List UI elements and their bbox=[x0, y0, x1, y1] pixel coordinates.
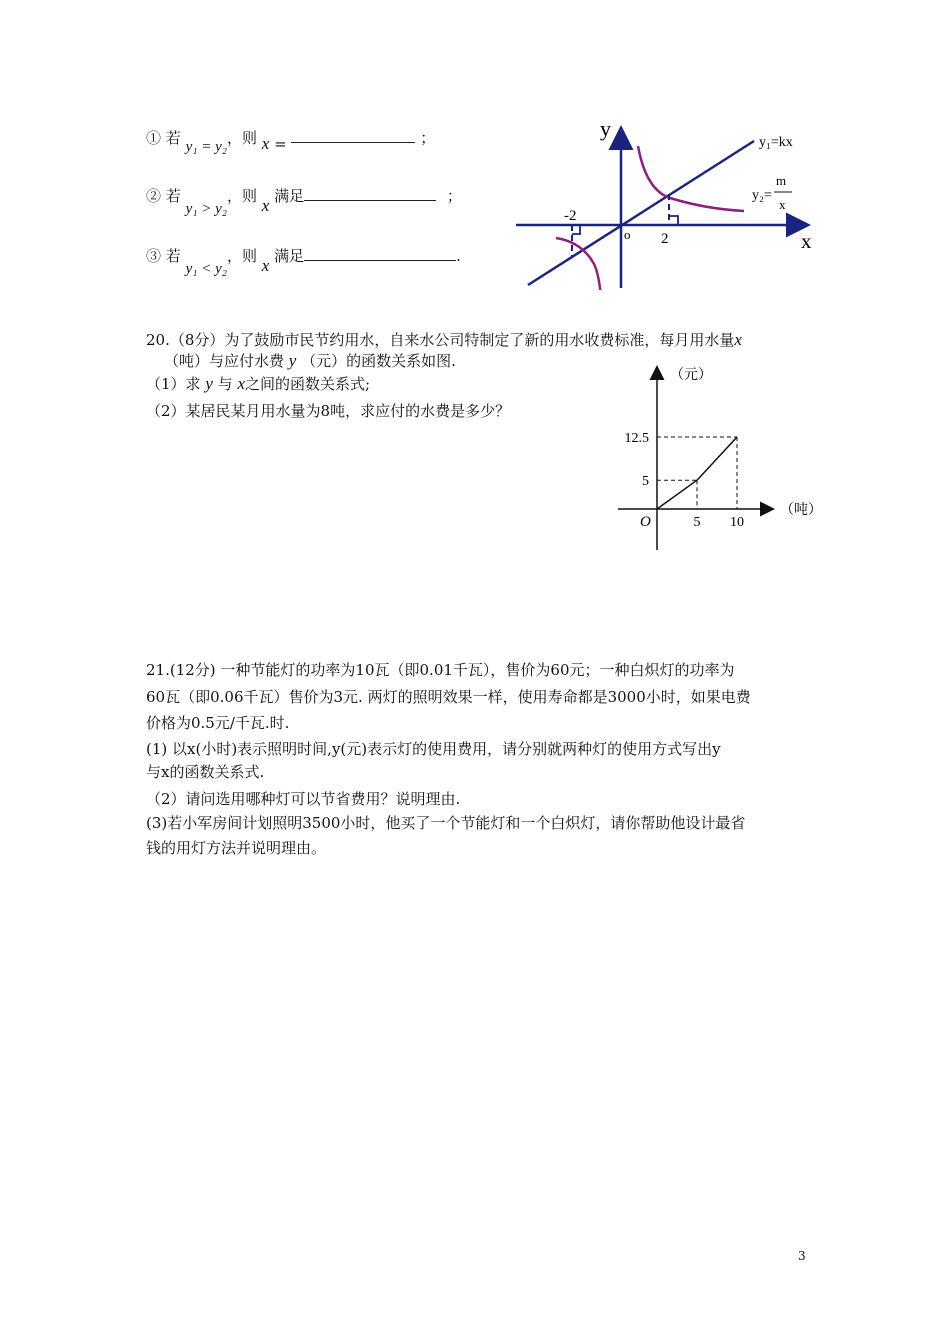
q19-part-3-comma: ，则 bbox=[226, 247, 257, 265]
q20-sub-1-c: 之间的函数关系式; bbox=[245, 375, 371, 393]
q19-part-1-comma: ，则 bbox=[226, 129, 257, 147]
q19-part-3-blank[interactable] bbox=[304, 246, 456, 261]
q19-right-angle-pos bbox=[669, 216, 678, 225]
q19-part-2-tail: ； bbox=[446, 187, 462, 205]
q19-part-2-cond: y₁ > y₂ bbox=[185, 201, 227, 217]
q19-part-1-tail: ； bbox=[420, 129, 436, 147]
q19-part-3-num: ③ bbox=[146, 247, 162, 265]
q20-y-tick-label: 5 bbox=[642, 474, 649, 490]
q21-line-8: 钱的用灯方法并说明理由。 bbox=[146, 839, 327, 857]
q20-sub-1-b: 与 bbox=[217, 375, 233, 393]
q19-part-2-blank[interactable] bbox=[304, 186, 436, 201]
q21-line-2: 60瓦（即0.06千瓦）售价为3元. 两灯的照明效果一样，使用寿命都是3000小时，如果电费 bbox=[146, 688, 751, 706]
q20-sub-2-text: （2）某居民某月用水量为8吨，求应付的水费是多少？ bbox=[146, 402, 511, 420]
q19-part-3 bbox=[146, 246, 461, 277]
q20-line-2 bbox=[164, 351, 456, 371]
q20-line-1-var: x bbox=[734, 330, 742, 349]
q20-x-tick-label: 10 bbox=[730, 515, 744, 530]
q20-y-tick-label: 12.5 bbox=[624, 431, 649, 446]
q20-x-label: （吨） bbox=[780, 503, 822, 518]
q20-line-1 bbox=[146, 330, 742, 350]
q20-sub-1-a: （1）求 bbox=[146, 375, 201, 393]
q19-part-1-num: ① bbox=[146, 129, 162, 147]
q19-part-1-cond: y₁ = y₂ bbox=[185, 139, 227, 155]
q19-part-2-comma: ，则 bbox=[226, 187, 257, 205]
q19-part-3-tail: . bbox=[456, 247, 461, 265]
q20-line-2-b: （元）的函数关系如图. bbox=[301, 352, 456, 370]
q20-chart bbox=[600, 360, 830, 556]
q19-part-3-rel: 满足 bbox=[274, 247, 305, 265]
q19-x-axis-label: x bbox=[801, 229, 812, 253]
q20-line-2-a: （吨）与应付水费 bbox=[164, 352, 285, 370]
q19-curve-branch-right bbox=[638, 146, 744, 211]
q19-part-2-ruo: 若 bbox=[165, 187, 181, 205]
q19-line-label: y₁=kx bbox=[759, 135, 793, 150]
q20-series-segment bbox=[657, 480, 697, 509]
q20-series-segment bbox=[697, 437, 737, 480]
q19-tick-pos: 2 bbox=[661, 231, 669, 247]
q19-part-1-rel: = bbox=[274, 135, 287, 153]
q19-curve-label-den: x bbox=[779, 197, 786, 212]
q19-tick-neg: -2 bbox=[564, 208, 577, 224]
q19-part-2-num: ② bbox=[146, 187, 162, 205]
q21-line-7: (3)若小军房间计划照明3500小时，他买了一个节能灯和一个白炽灯，请你帮助他设计最省 bbox=[146, 814, 746, 832]
q21-line-6: （2）请问选用哪种灯可以节省费用？说明理由. bbox=[146, 790, 461, 808]
q20-line-2-var: y bbox=[288, 351, 297, 370]
q19-part-2-rel: 满足 bbox=[274, 187, 305, 205]
q19-part-1-blank[interactable] bbox=[291, 128, 415, 143]
q21-line-3: 价格为0.5元/千瓦.时. bbox=[146, 714, 290, 732]
q21-line-4: (1) 以x(小时)表示照明时间,y(元)表示灯的使用费用，请分别就两种灯的使用方式写出y bbox=[146, 740, 721, 758]
q19-part-3-ruo: 若 bbox=[165, 247, 181, 265]
q20-sub-1-x: x bbox=[237, 374, 245, 393]
q21-line-1: 21.(12分) 一种节能灯的功率为10瓦（即0.01千瓦），售价为60元；一种白炽灯的功率为 bbox=[146, 661, 735, 679]
q20-line-1-text: 20.（8分）为了鼓励市民节约用水，自来水公司特制定了新的用水收费标准，每月用水量 bbox=[146, 331, 735, 349]
q19-curve-label-prefix: y₂= bbox=[752, 188, 772, 203]
q20-sub-2 bbox=[146, 401, 510, 421]
q21-line-5: 与x的函数关系式. bbox=[146, 763, 265, 781]
q19-part-1 bbox=[146, 128, 436, 155]
q19-origin-label: o bbox=[624, 227, 631, 242]
q19-part-2 bbox=[146, 186, 462, 217]
q19-right-angle-neg bbox=[572, 225, 580, 234]
q19-part-3-var: x bbox=[261, 256, 270, 275]
q19-graph bbox=[510, 112, 820, 290]
q19-part-1-var: x bbox=[261, 134, 270, 153]
q19-y-axis-label: y bbox=[600, 116, 611, 141]
q20-x-tick-label: 5 bbox=[693, 515, 701, 530]
q20-y-label: （元） bbox=[670, 368, 712, 383]
q19-curve-label-num: m bbox=[776, 173, 787, 188]
q20-sub-1-y: y bbox=[205, 374, 213, 393]
q20-sub-1 bbox=[146, 374, 370, 394]
q19-part-1-ruo: 若 bbox=[165, 129, 181, 147]
q20-origin-label: O bbox=[640, 514, 651, 530]
q19-part-2-var: x bbox=[261, 196, 270, 215]
q19-part-3-cond: y₁ < y₂ bbox=[185, 261, 227, 277]
page-number: 3 bbox=[798, 1249, 806, 1263]
